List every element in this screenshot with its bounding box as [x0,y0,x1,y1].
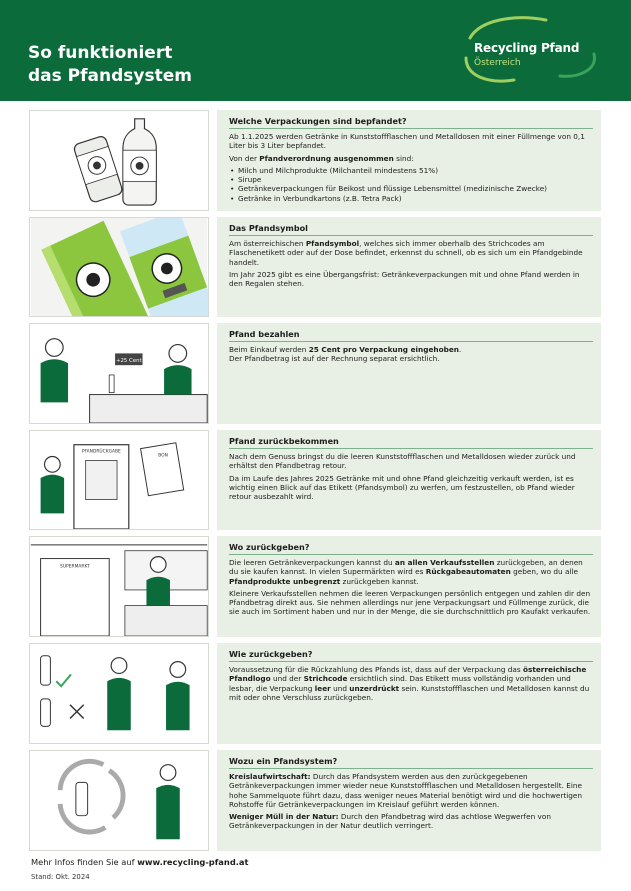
bottle-can-icon [30,111,208,210]
supermarket-icon [30,537,208,636]
logo-name: Recycling Pfand [474,41,580,55]
section-paragraph [229,239,593,267]
section-text [217,323,601,424]
illustration-return-machine [29,430,209,530]
section-heading: Pfand zurückbekommen [229,436,593,449]
section-wo-zurueckgeben [29,536,601,637]
text-run: Die leeren Getränkeverpackungen kannst du [229,558,395,567]
section-paragraph: Kleinere Verkaufsstellen nehmen die leeren Verpackungen persönlich entgegen und zahlen dir den Pfandbetrag direkt aus. Sie nehmen allerdings nur jene Verpackungsart und Füllmenge zurück, die sie auch im Sortiment haben und nur in der Menge, die sie durchschnittlich pro Kaufakt verkaufen. [229,588,591,617]
logo-subtitle: Österreich [474,58,521,68]
price-label: +25 Cent [115,358,142,365]
text-run: geben, wo du alle [510,567,578,577]
footer-info [31,857,248,867]
receipt-label: BON [158,453,168,459]
section-paragraph: Nach dem Genuss bringst du die leeren Kunststoffflaschen und Metalldosen wieder zurück und erhältst den Pfandbetrag retour. [229,452,576,471]
recycling-loop-icon [30,751,208,850]
text-run: Durch das Pfandsystem werden aus den zurückgegebenen Getränkeverpackungen immer wieder neue Kunststoffflaschen und Metalldosen hergestellt. Eine hohe Sammelquote führt dazu, dass weniger neues Material benötigt wird und die hochwertigen Rohstoffe für Getränkeverpackungen im Kreislauf geführt werden können. [229,772,583,809]
text-run: Durch den Pfandbetrag wird das achtlose Wegwerfen von Getränkeverpackungen in der Natur deutlich verringert. [229,812,551,831]
section-heading: Welche Verpackungen sind bepfandet? [229,116,593,129]
text-run: ersichtlich sind. Das Etikett muss vollständig vorhanden und lesbar, die Verpackung [229,674,571,693]
illustration-recycling-loop [29,750,209,851]
bold-text: Weniger Müll in der Natur: [229,812,339,822]
store-label: SUPERMARKT [60,564,90,570]
section-paragraph: Ab 1.1.2025 werden Getränke in Kunststoffflaschen und Metalldosen mit einer Füllmenge von 0,1 Liter bis 3 Liter bepfandet. [229,132,585,151]
illustration-checkout [29,323,209,424]
section-paragraph [229,812,593,831]
text-run: zurückgeben, an denen du sie kaufen kannst. In vielen Supermärkten wird es [229,558,583,577]
section-pfandsymbol [29,217,601,317]
text-run: . [458,345,462,354]
text-run: und der [270,674,304,684]
section-text [217,750,601,851]
pfand-symbol-icon [30,218,208,316]
text-run: Von der [229,153,260,163]
text-run: zurückgeben kannst. [340,576,419,586]
illustration-can-and-bottle [29,110,209,211]
check-icon [56,674,71,686]
return-machine-icon [30,431,208,529]
text-run: Mehr Infos finden Sie auf [31,857,138,867]
section-text [217,110,601,211]
header-banner [0,0,631,101]
section-pfand-zurueck [29,430,601,530]
footer-date: Stand: Okt. 2024 [31,873,90,881]
illustration-supermarket [29,536,209,637]
section-paragraph [229,345,593,354]
section-paragraph [229,154,593,163]
section-paragraph [229,772,593,809]
bold-text: an allen Verkaufsstellen [394,558,495,567]
list-item: • Milch und Milchprodukte (Milchanteil mindestens 51%) [229,166,593,175]
section-heading: Das Pfandsymbol [229,223,593,236]
section-heading: Wozu ein Pfandsystem? [229,756,593,769]
section-heading: Pfand bezahlen [229,329,593,342]
checkout-icon [30,324,208,423]
section-wozu-pfandsystem [29,750,601,851]
illustration-hand-over [29,643,209,744]
text-run: sind: [393,153,414,163]
section-paragraph: Im Jahr 2025 gibt es eine Übergangsfrist: Getränkeverpackungen mit und ohne Pfand werden in den Regalen stehen. [229,269,580,289]
section-paragraph [229,558,593,586]
website-link[interactable]: www.recycling-pfand.at [137,857,249,867]
machine-label: PFANDRÜCKGABE [81,449,121,455]
illustration-pfand-symbol [29,217,209,317]
text-run: sein. Kunststoffflaschen und Metalldosen kannst du mit oder ohne Verschluss zurückgeben. [229,683,590,702]
bold-text: Strichcode [303,674,348,684]
text-run: Voraussetzung für die Rückzahlung des Pfands ist, dass auf der Verpackung das [229,665,524,674]
section-heading: Wie zurückgeben? [229,649,593,662]
bold-text: Pfandverordnung ausgenommen [259,153,394,163]
cross-icon [70,705,84,719]
text-run: Am österreichischen [229,239,306,248]
list-item: • Getränke in Verbundkartons (z.B. Tetra Pack) [229,194,593,203]
text-run: Beim Einkauf werden [229,345,309,354]
recycling-pfand-logo [458,14,618,86]
section-text [217,643,601,744]
bold-text: unzerdrückt [349,683,400,693]
section-text [217,536,601,637]
text-run: , welches sich immer oberhalb des Strichcodes am Flaschenetikett oder auf der Dose befindet, erkennst du schnell, ob es sich um ein Pfandgebinde handelt. [229,239,583,267]
bold-text: Pfandprodukte unbegrenzt [229,576,341,586]
section-paragraph: Der Pfandbetrag ist auf der Rechnung separat ersichtlich. [229,354,440,364]
section-heading: Wo zurückgeben? [229,542,593,555]
section-text [217,430,601,530]
exclusion-list [229,166,593,203]
text-run: und [330,683,350,693]
list-item: • Getränkeverpackungen für Beikost und flüssige Lebensmittel (medizinische Zwecke) [229,184,593,193]
section-pfand-bezahlen [29,323,601,424]
list-item: • Sirupe [229,175,593,184]
hand-over-icon [30,644,208,743]
bold-text: Kreislaufwirtschaft: [229,772,311,781]
section-paragraph [229,665,593,702]
section-paragraph: Da im Laufe des Jahres 2025 Getränke mit und ohne Pfand gleichzeitig verkauft werden, ist es wichtig einen Blick auf das Etikett (Pfandsymbol) zu werfen, um festzustellen, ob Pfand wieder retour ausbezahlt wird. [229,473,575,502]
bold-text: österreichische Pfandlogo [229,665,587,684]
bold-text: Pfandsymbol [305,239,360,248]
section-wie-zurueckgeben [29,643,601,744]
bold-text: Rückgabeautomaten [425,567,511,577]
bold-text: 25 Cent pro Verpackung eingehoben [308,345,459,354]
page-title: So funktioniert das Pfandsystem [28,43,192,86]
bold-text: leer [314,683,331,693]
section-verpackungen [29,110,601,211]
section-text [217,217,601,317]
